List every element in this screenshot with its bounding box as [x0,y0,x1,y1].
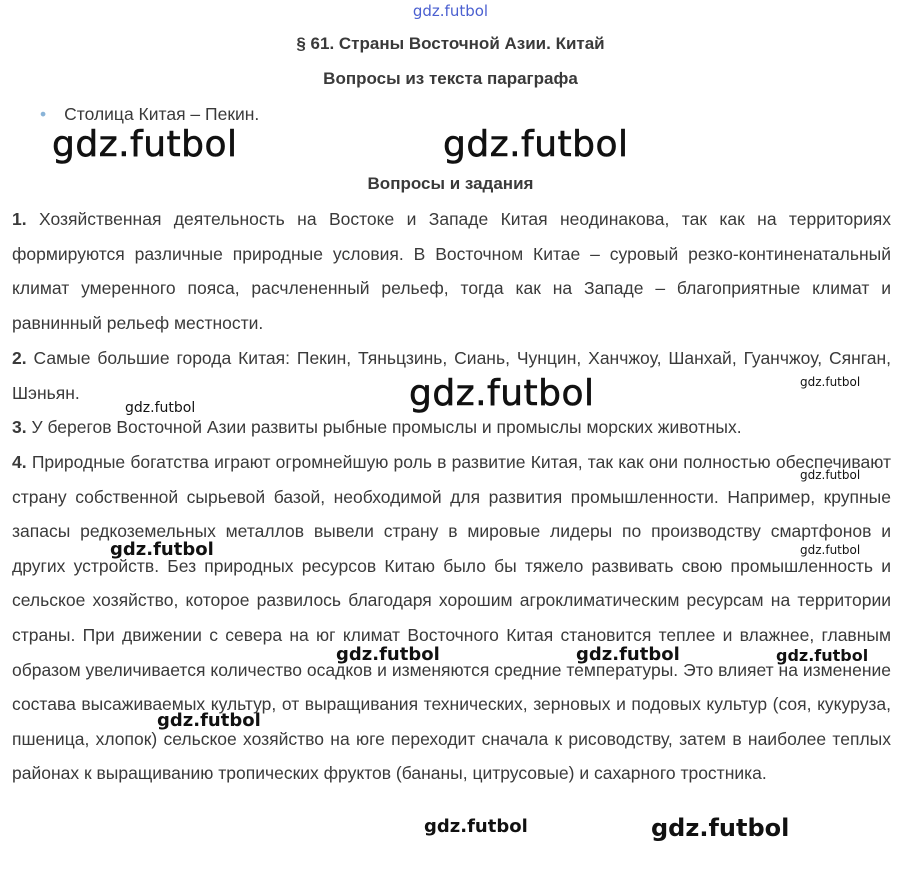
bullet-text: Столица Китая – Пекин. [64,104,260,124]
site-label: gdz.futbol [412,2,489,20]
answer-number: 1. [12,209,27,229]
watermark: gdz.futbol [157,710,261,731]
watermark: gdz.futbol [800,375,861,389]
watermark: gdz.futbol [424,816,528,837]
answer-text: Хозяйственная деятельность на Востоке и Западе Китая неодинакова, так как на территориях формируются различные природные условия. В Восточном Китае – суровый резко-континенатальный климат умеренного пояса, расчлененный рельеф, тогда как на Западе – благоприятные климат и равнинный рельеф местности. [12,209,891,333]
section-heading-text-questions: Вопросы из текста параграфа [323,69,578,88]
watermark: gdz.futbol [125,400,196,416]
bullet-item [40,104,259,125]
answer-text: Природные богатства играют огромнейшую роль в развитие Китая, так как они полностью обеспечивают страну собственной сырьевой базой, необходимой для развития промышленности. Например, крупные запасы редкоземельных металлов вывели страну в мировые лидеры по производству смартфонов и других устройств. Без природных ресурсов Китаю было бы тяжело развивать свою промышленность и сельское хозяйство, которое развилось благодаря хорошим агроклиматическим ресурсам на территории страны. При движении с севера на юг климат Восточного Китая становится теплее и влажнее, главным образом увеличивается количество осадков и изменяются средние температуры. Это влияет на изменение состава высаживаемых культур, от выращивания технических, зерновых и подовых культур (соя, кукуруза, пшеница, хлопок) сельское хозяйство на юге переходит сначала к рисоводству, затем в наиболее теплых районах к выращиванию тропических фруктов (бананы, цитрусовые) и сахарного тростника. [12,452,891,784]
answer-text: У берегов Восточной Азии развиты рыбные промыслы и промыслы морских животных. [31,417,742,437]
answer-1 [12,202,891,340]
answer-text: Самые большие города Китая: Пекин, Тяньцзинь, Сиань, Чунцин, Ханчжоу, Шанхай, Гуанчжоу, Сянган, Шэньян. [12,348,891,403]
watermark: gdz.futbol [651,814,790,842]
answer-4 [12,445,891,791]
answer-number: 3. [12,417,27,437]
answer-number: 4. [12,452,27,472]
bullet-dot-icon: • [40,104,47,124]
answer-number: 2. [12,348,27,368]
watermark: gdz.futbol [110,539,214,560]
watermark: gdz.futbol [776,646,869,665]
watermark: gdz.futbol [443,124,629,165]
section-heading-tasks: Вопросы и задания [367,174,534,193]
watermark: gdz.futbol [800,468,861,482]
page-title: § 61. Страны Восточной Азии. Китай [296,34,605,53]
watermark: gdz.futbol [409,373,595,414]
watermark: gdz.futbol [800,543,861,557]
watermark: gdz.futbol [336,644,440,665]
watermark: gdz.futbol [52,124,238,165]
watermark: gdz.futbol [576,644,680,665]
